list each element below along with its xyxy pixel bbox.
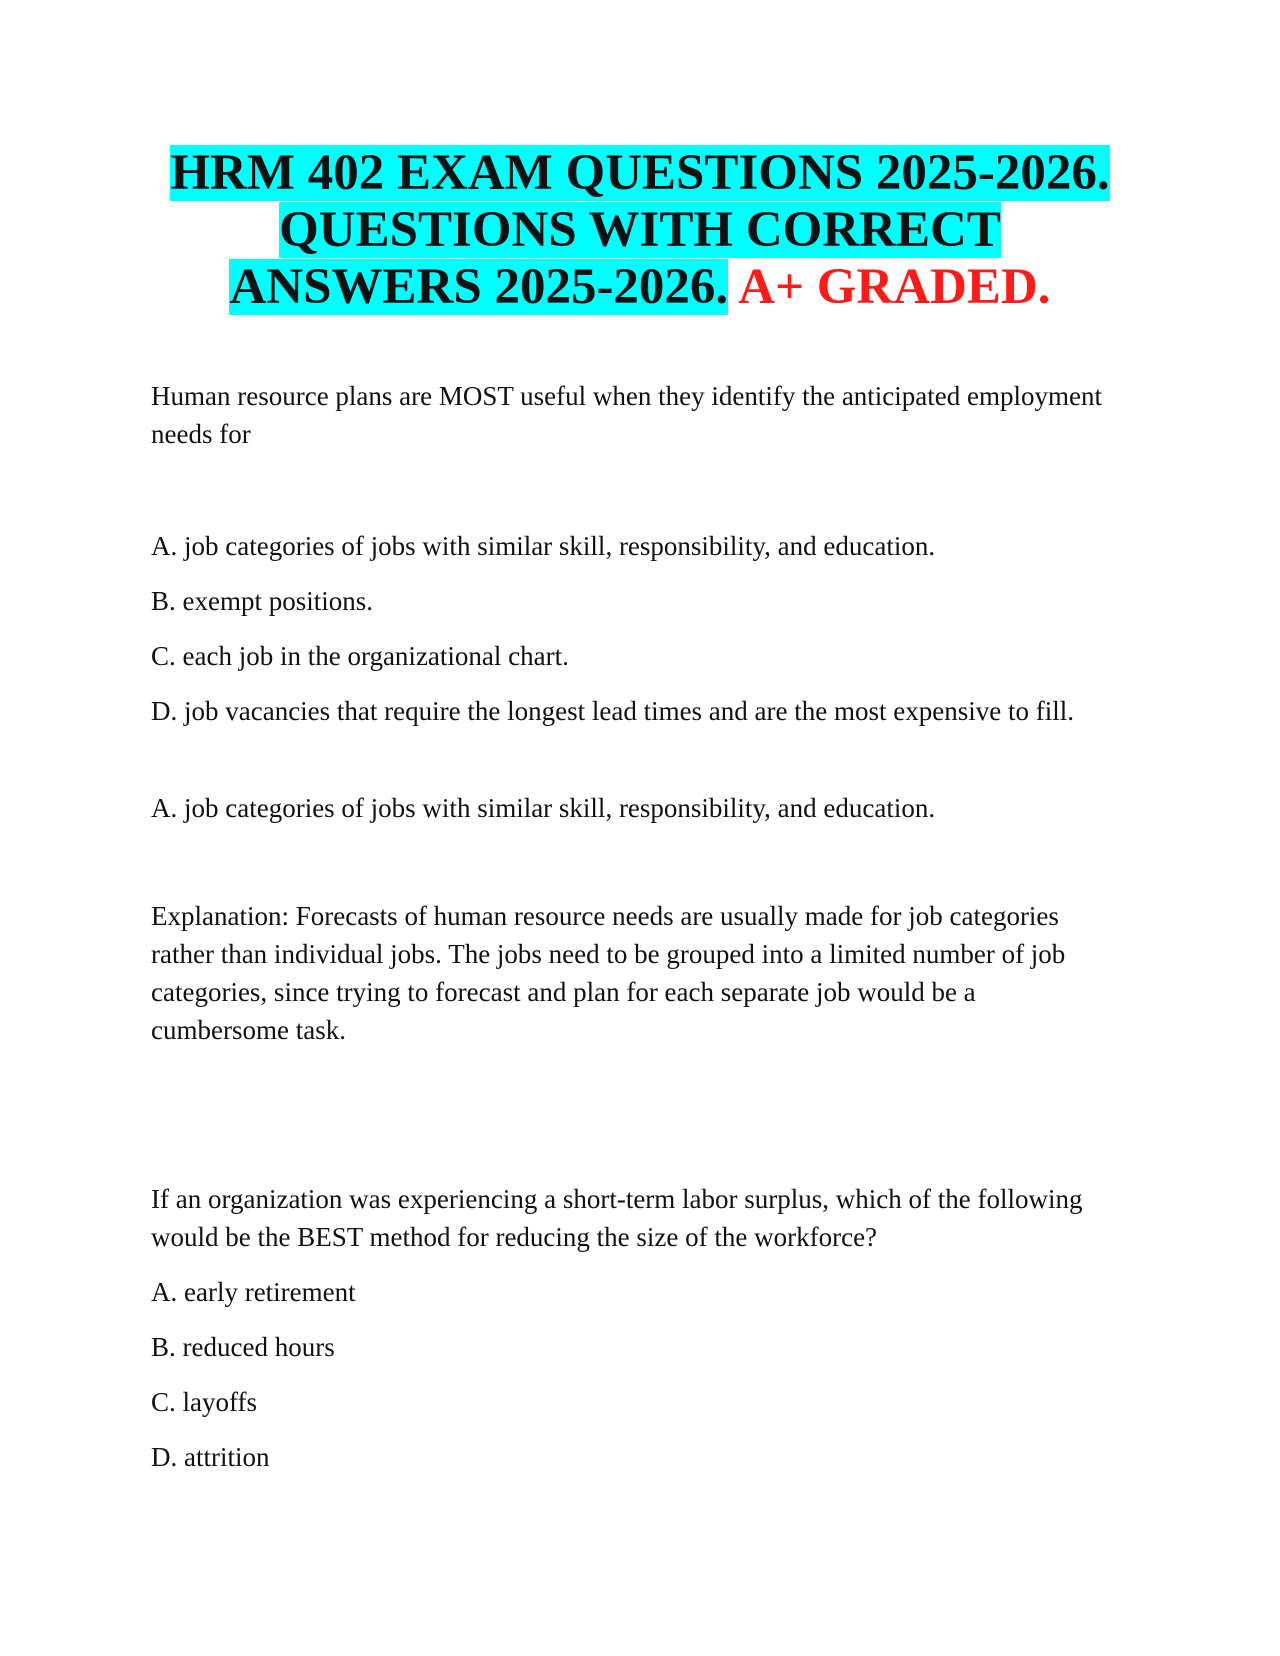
title-line-1: HRM 402 EXAM QUESTIONS 2025-2026. xyxy=(170,145,1110,201)
title-grade: A+ GRADED. xyxy=(738,259,1051,315)
question-2-option-b: B. reduced hours xyxy=(151,1332,335,1362)
document-title xyxy=(120,145,1160,316)
question-1-prompt: Human resource plans are MOST useful when they identify the anticipated employment needs for xyxy=(151,381,1102,449)
question-2-option-c: C. layoffs xyxy=(151,1387,257,1417)
question-1-answer: A. job categories of jobs with similar skill, responsibility, and education. xyxy=(151,793,936,823)
question-1-explanation: Explanation: Forecasts of human resource needs are usually made for job categories rather than individual jobs. The jobs need to be grouped into a limited number of job categories, since trying to forecast and plan for each separate job would be a cumbersome task. xyxy=(151,901,1066,1045)
title-line-2: QUESTIONS WITH CORRECT xyxy=(279,202,1001,258)
question-1-option-b: B. exempt positions. xyxy=(151,586,373,616)
question-2-prompt: If an organization was experiencing a short-term labor surplus, which of the following would be the BEST method for reducing the size of the workforce? xyxy=(151,1184,1083,1252)
question-1-option-a: A. job categories of jobs with similar skill, responsibility, and education. xyxy=(151,531,936,561)
question-1-option-d: D. job vacancies that require the longest lead times and are the most expensive to fill. xyxy=(151,696,1074,726)
question-2-option-d: D. attrition xyxy=(151,1442,270,1472)
question-1-option-c: C. each job in the organizational chart. xyxy=(151,641,569,671)
question-2-option-a: A. early retirement xyxy=(151,1277,356,1307)
title-line-3: ANSWERS 2025-2026. xyxy=(229,259,729,315)
